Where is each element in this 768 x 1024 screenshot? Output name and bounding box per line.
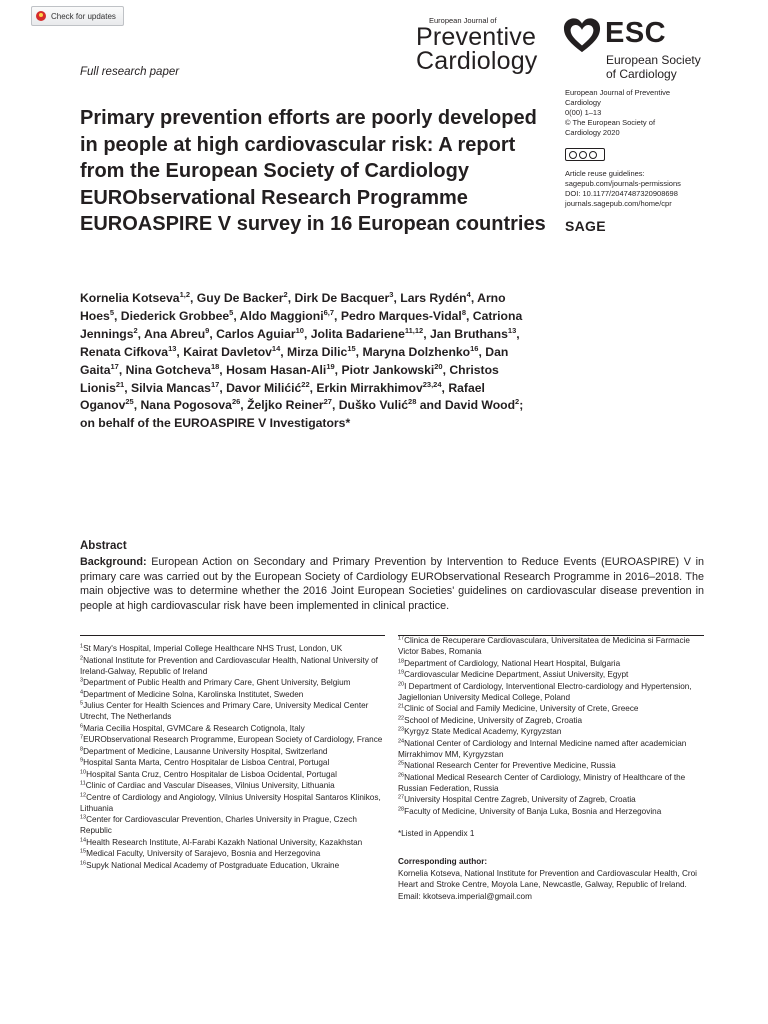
affiliation-number: 6 <box>80 722 84 729</box>
affiliation-number: 18 <box>398 657 405 664</box>
affiliation-number: 15 <box>80 848 87 855</box>
author-affiliation-sup: 4 <box>466 289 471 299</box>
affiliation-number: 2 <box>80 654 84 661</box>
author-name: David Wood <box>444 398 516 413</box>
affiliation-item <box>398 658 708 669</box>
author-affiliation-sup: 13 <box>168 343 177 353</box>
affiliation-text: Health Research Institute, Al-Farabi Kazakh National University, Kazakhstan <box>86 837 363 847</box>
esc-logo-text: ESC <box>605 17 667 49</box>
author-name: Nana Pogosova <box>140 398 232 413</box>
corresponding-text: Kornelia Kotseva, National Institute for Prevention and Cardiovascular Health, Croi Heart and Stroke Centre, Moyola Lane, Newcastle, Galway, Republic of Ireland. <box>398 868 697 890</box>
check-for-updates-label: Check for updates <box>51 11 116 21</box>
affiliation-text: Center for Cardiovascular Prevention, Charles University in Prague, Czech Republic <box>80 815 357 835</box>
crossmark-icon <box>36 11 46 21</box>
affiliation-item <box>398 726 708 737</box>
author-name: Maryna Dolzhenko <box>362 344 471 359</box>
affiliation-number: 9 <box>80 757 84 764</box>
affiliation-item <box>398 806 708 817</box>
author-name: Arno Hoes <box>80 291 506 323</box>
author-name: Lars Rydén <box>400 291 467 305</box>
affiliation-number: 16 <box>80 859 87 866</box>
author-affiliation-sup: 13 <box>507 325 517 335</box>
esc-subtitle-line1: European Society <box>606 53 701 67</box>
affiliation-text: Cardiovascular Medicine Department, Assiut University, Egypt <box>404 670 629 679</box>
author-affiliation-sup: 9 <box>205 325 210 335</box>
affiliation-item <box>80 655 385 677</box>
affiliation-text: National Research Center for Preventive Medicine, Russia <box>404 761 616 770</box>
affiliation-number: 5 <box>80 700 84 707</box>
affiliation-number: 24 <box>398 737 405 744</box>
author-affiliation-sup: 17 <box>210 379 220 389</box>
affiliation-text: Department of Medicine Solna, Karolinska Institutet, Sweden <box>83 689 304 699</box>
journal-logo-line2: Cardiology <box>416 47 538 75</box>
affiliation-number: 11 <box>80 780 86 787</box>
cc-license-badge[interactable] <box>565 148 605 161</box>
affiliation-text: Kyrgyz State Medical Academy, Kyrgyzstan <box>404 727 562 736</box>
affiliation-item <box>398 760 708 771</box>
journal-info-line2: Cardiology <box>565 98 601 107</box>
author-name: Željko Reiner <box>247 398 324 413</box>
author-affiliation-sup: 20 <box>434 361 443 371</box>
affiliation-text: I Department of Cardiology, Interventional Electro-cardiology and Hypertension, Jagiellonian University Medical College, Poland <box>398 681 692 702</box>
author-name: Catriona Jennings <box>80 308 523 341</box>
affiliation-item <box>398 738 708 760</box>
affiliation-number: 22 <box>398 714 405 721</box>
author-name: Guy De Backer <box>196 291 284 305</box>
affiliation-item <box>80 723 385 734</box>
affiliation-item <box>398 794 708 805</box>
affiliation-text: Clinic of Cardiac and Vascular Diseases, Vilnius University, Lithuania <box>85 781 335 790</box>
reuse-link[interactable]: sagepub.com/journals-permissions <box>565 179 681 188</box>
author-name: Piotr Jankowski <box>341 362 435 377</box>
journal-info-line4: © The European Society of <box>565 118 656 127</box>
affiliation-text: National Center of Cardiology and Internal Medicine named after academician Mirrakhimov MM, Kyrgyzstan <box>398 738 687 759</box>
author-affiliation-sup: 28 <box>408 397 417 407</box>
author-affiliation-sup: 26 <box>231 397 241 407</box>
article-title: Primary prevention efforts are poorly developed in people at high cardiovascular risk: A report from the European Society of Cardiology EURObservational Research Programme EUROASPIRE V survey in 16 European countries <box>80 107 546 235</box>
journal-info-line1: European Journal of Preventive <box>565 88 671 97</box>
affiliation-text: Faculty of Medicine, University of Banja Luka, Bosnia and Herzegovina <box>404 806 662 816</box>
footnote-rule-left <box>80 635 385 636</box>
affiliation-number: 17 <box>398 635 405 642</box>
affiliation-text: University Hospital Centre Zagreb, University of Zagreb, Croatia <box>404 795 636 804</box>
author-affiliation-sup: 17 <box>110 361 119 371</box>
author-affiliation-sup: 11,12 <box>404 325 424 335</box>
authors-tail: ; on behalf of the EUROASPIRE V Investigators* <box>80 398 524 431</box>
author-affiliation-sup: 18 <box>210 361 220 371</box>
author-name: Kornelia Kotseva <box>80 291 180 305</box>
affiliation-number: 28 <box>398 805 405 812</box>
author-name: Jan Bruthans <box>430 326 508 341</box>
author-name: Kairat Davletov <box>183 344 272 359</box>
affiliations-right <box>398 635 708 817</box>
author-affiliation-sup: 16 <box>470 343 479 353</box>
author-name: Dan Gaita <box>80 344 509 377</box>
affiliation-text: National Institute for Prevention and Cardiovascular Health, National University of Ireland-Galway, Republic of Ireland <box>80 655 378 676</box>
affiliation-item <box>80 780 385 791</box>
affiliation-item <box>80 734 385 745</box>
affiliation-text: Clinic of Social and Family Medicine, University of Crete, Greece <box>404 704 639 713</box>
appendix-note: *Listed in Appendix 1 <box>398 829 475 838</box>
cc-icon <box>569 151 577 159</box>
background-label: Background: <box>80 556 147 568</box>
author-name: Diederick Grobbee <box>120 308 230 323</box>
journal-url-link[interactable]: journals.sagepub.com/home/cpr <box>565 199 672 208</box>
journal-info-line5: Cardiology 2020 <box>565 128 620 137</box>
affiliation-number: 3 <box>80 677 84 684</box>
paper-type-label: Full research paper <box>80 66 180 78</box>
nc-icon <box>589 151 597 159</box>
author-affiliation-sup: 22 <box>301 379 310 389</box>
author-affiliation-sup: 10 <box>295 325 304 335</box>
author-name: Rafael Oganov <box>80 380 485 413</box>
author-name: Nina Gotcheva <box>125 362 211 377</box>
affiliation-number: 13 <box>80 814 87 821</box>
by-icon <box>579 151 587 159</box>
check-for-updates-button[interactable] <box>31 6 124 26</box>
affiliation-item <box>398 635 708 657</box>
author-name: Erkin Mirrakhimov <box>316 380 423 395</box>
affiliation-text: St Mary's Hospital, Imperial College Healthcare NHS Trust, London, UK <box>83 644 343 653</box>
affiliation-text: Clinica de Recuperare Cardiovasculara, Universitatea de Medicina si Farmacie Victor Babes, Romania <box>398 636 690 656</box>
affiliation-number: 7 <box>80 734 84 741</box>
affiliation-item <box>80 814 385 836</box>
affiliation-number: 23 <box>398 726 405 733</box>
affiliation-text: National Medical Research Center of Cardiology, Ministry of Healthcare of the Russian Federation, Russia <box>398 772 686 793</box>
doi-link[interactable]: DOI: 10.1177/2047487320908698 <box>565 189 678 198</box>
affiliation-number: 14 <box>80 836 87 843</box>
affiliation-number: 25 <box>398 760 405 767</box>
affiliation-text: Maria Cecilia Hospital, GVMCare & Research Cotignola, Italy <box>83 723 305 733</box>
author-affiliation-sup: 14 <box>271 343 281 353</box>
author-name: Duško Vulić <box>338 398 409 413</box>
author-name: Mirza Dilic <box>287 344 348 359</box>
author-affiliation-sup: 2 <box>283 289 288 299</box>
journal-logo-line1: Preventive <box>416 23 537 51</box>
affiliation-number: 10 <box>80 768 87 775</box>
affiliation-text: Julius Center for Health Sciences and Primary Care, University Medical Center Utrecht, The Netherlands <box>80 701 369 721</box>
journal-logo <box>416 17 556 73</box>
author-name: Carlos Aguiar <box>216 326 296 341</box>
author-affiliation-sup: 3 <box>389 289 394 299</box>
affiliation-item <box>80 792 385 814</box>
author-name: Jolita Badariene <box>310 326 405 341</box>
affiliation-item <box>398 703 708 714</box>
affiliation-number: 20 <box>398 680 405 687</box>
affiliation-number: 21 <box>398 703 405 710</box>
affiliation-text: Hospital Santa Cruz, Centro Hospitalar de Lisboa Ocidental, Portugal <box>86 769 337 779</box>
affiliation-item <box>80 746 385 757</box>
esc-subtitle-line2: of Cardiology <box>606 67 677 81</box>
affiliation-number: 27 <box>398 794 405 801</box>
author-name: Renata Cifkova <box>80 344 169 359</box>
author-affiliation-sup: 2 <box>515 397 520 407</box>
affiliation-number: 12 <box>80 791 87 798</box>
affiliation-number: 19 <box>398 669 405 676</box>
author-affiliation-sup: 19 <box>326 361 335 371</box>
author-name: Dirk De Bacquer <box>294 291 390 305</box>
journal-logo-prefix: European Journal of <box>429 16 497 25</box>
abstract-heading: Abstract <box>80 540 127 552</box>
journal-info <box>565 88 725 138</box>
journal-info-line3: 0(00) 1–13 <box>565 108 602 117</box>
background-text: European Action on Secondary and Primary Prevention by Intervention to Reduce Events (EUROASPIRE) V in primary care was carried out by the European Society of Cardiology EURObservational Research Programme in 2016–2018. The main objective was to determine whether the 2016 Joint European Societies' guidelines on cardiovascular disease prevention in people at high cardiovascular risk have been implemented in clinical practice. <box>80 556 704 612</box>
author-name: Silvia Mancas <box>131 380 211 395</box>
affiliation-text: Department of Public Health and Primary Care, Ghent University, Belgium <box>83 678 351 687</box>
author-affiliation-sup: 5 <box>229 307 234 317</box>
affiliations-left <box>80 643 385 871</box>
affiliation-item <box>80 848 385 859</box>
affiliation-item <box>80 837 385 848</box>
author-list: Kornelia Kotseva$^{1,2}$, Guy De Backer$^2$, Dirk De Bacquer$^3$, Lars Rydén$^4$, Arno Hoes$^5$, Diederick Grobbee$^5$, Aldo Maggioni$^{6,7}$, Pedro Marques-Vidal$^8$, Catriona Jennings$^2$, Ana Abreu$^9$, Carlos Aguiar$^{10}$, Jolita Badariene$^{11,12}$, Jan Bruthans$^{13}$, Renata Cifkova$^{13}$, Kairat Davletov$^{14}$, Mirza Dilic$^{15}$, Maryna Dolzhenko$^{16}$, Dan Gaita$^{17}$, Nina Gotcheva$^{18}$, Hosam Hasan-Ali$^{19}$, Piotr Jankowski$^{20}$, Christos Lionis$^{21}$, Silvia Mancas$^{17}$, Davor Milićić$^{22}$, Erkin Mirrakhimov$^{23,24}$, Rafael Oganov$^{25}$, Nana Pogosova$^{26}$, Željko Reiner$^{27}$, Duško Vulić$^{28}$ and David Wood$^2$; on behalf of the EUROASPIRE V Investigators* <box>80 289 524 431</box>
author-affiliation-sup: 6,7 <box>323 307 335 317</box>
affiliation-item <box>398 681 708 703</box>
affiliation-text: Medical Faculty, University of Sarajevo, Bosnia and Herzegovina <box>86 849 321 858</box>
sage-logo-text: SAGE <box>565 218 606 234</box>
author-affiliation-sup: 2 <box>133 325 138 335</box>
author-affiliation-sup: 23,24 <box>422 379 442 389</box>
author-affiliation-sup: 5 <box>109 307 114 317</box>
author-name: Christos Lionis <box>80 362 499 395</box>
author-affiliation-sup: 25 <box>125 397 134 407</box>
affiliation-text: School of Medicine, University of Zagreb, Croatia <box>404 715 583 725</box>
affiliation-number: 4 <box>80 688 84 695</box>
affiliation-item <box>398 772 708 794</box>
author-affiliation-sup: 15 <box>347 343 356 353</box>
affiliation-item <box>80 700 385 722</box>
corresponding-email[interactable]: Email: kkotseva.imperial@gmail.com <box>398 891 532 901</box>
affiliation-text: Department of Medicine, Lausanne University Hospital, Switzerland <box>83 746 328 756</box>
author-affiliation-sup: 27 <box>323 397 332 407</box>
author-name: Hosam Hasan-Ali <box>226 362 327 377</box>
affiliation-item <box>80 643 385 654</box>
affiliation-text: Department of Cardiology, National Heart Hospital, Bulgaria <box>404 658 621 668</box>
esc-logo-subtitle <box>606 53 726 81</box>
author-affiliation-sup: 21 <box>115 379 125 389</box>
author-name: Davor Milićić <box>226 380 302 395</box>
author-name: Pedro Marques-Vidal <box>340 308 462 323</box>
esc-heart-icon <box>563 17 601 55</box>
reuse-label: Article reuse guidelines: <box>565 169 645 178</box>
affiliation-text: Hospital Santa Marta, Centro Hospitalar de Lisboa Central, Portugal <box>83 758 330 767</box>
author-name: Ana Abreu <box>144 326 206 341</box>
author-affiliation-sup: 1,2 <box>179 289 191 299</box>
corresponding-author <box>398 856 708 902</box>
affiliation-number: 26 <box>398 771 405 778</box>
affiliation-text: EURObservational Research Programme, European Society of Cardiology, France <box>83 735 383 744</box>
corresponding-heading: Corresponding author: <box>398 857 488 866</box>
affiliation-item <box>398 669 708 680</box>
affiliation-item <box>80 677 385 688</box>
reuse-info <box>565 169 725 209</box>
affiliation-text: Centre of Cardiology and Angiology, Vilnius University Hospital Santaros Klinikos, Lithuania <box>80 792 381 813</box>
affiliation-item <box>80 757 385 768</box>
author-name: Aldo Maggioni <box>239 308 324 323</box>
affiliation-item <box>80 860 385 871</box>
affiliation-number: 8 <box>80 745 84 752</box>
affiliation-item <box>80 769 385 780</box>
author-affiliation-sup: 8 <box>461 307 466 317</box>
sage-logo <box>565 218 606 234</box>
affiliation-number: 1 <box>80 643 84 650</box>
affiliation-item <box>80 689 385 700</box>
abstract-text <box>80 555 704 613</box>
affiliation-item <box>398 715 708 726</box>
affiliation-text: Supyk National Medical Academy of Postgraduate Education, Ukraine <box>86 860 340 870</box>
